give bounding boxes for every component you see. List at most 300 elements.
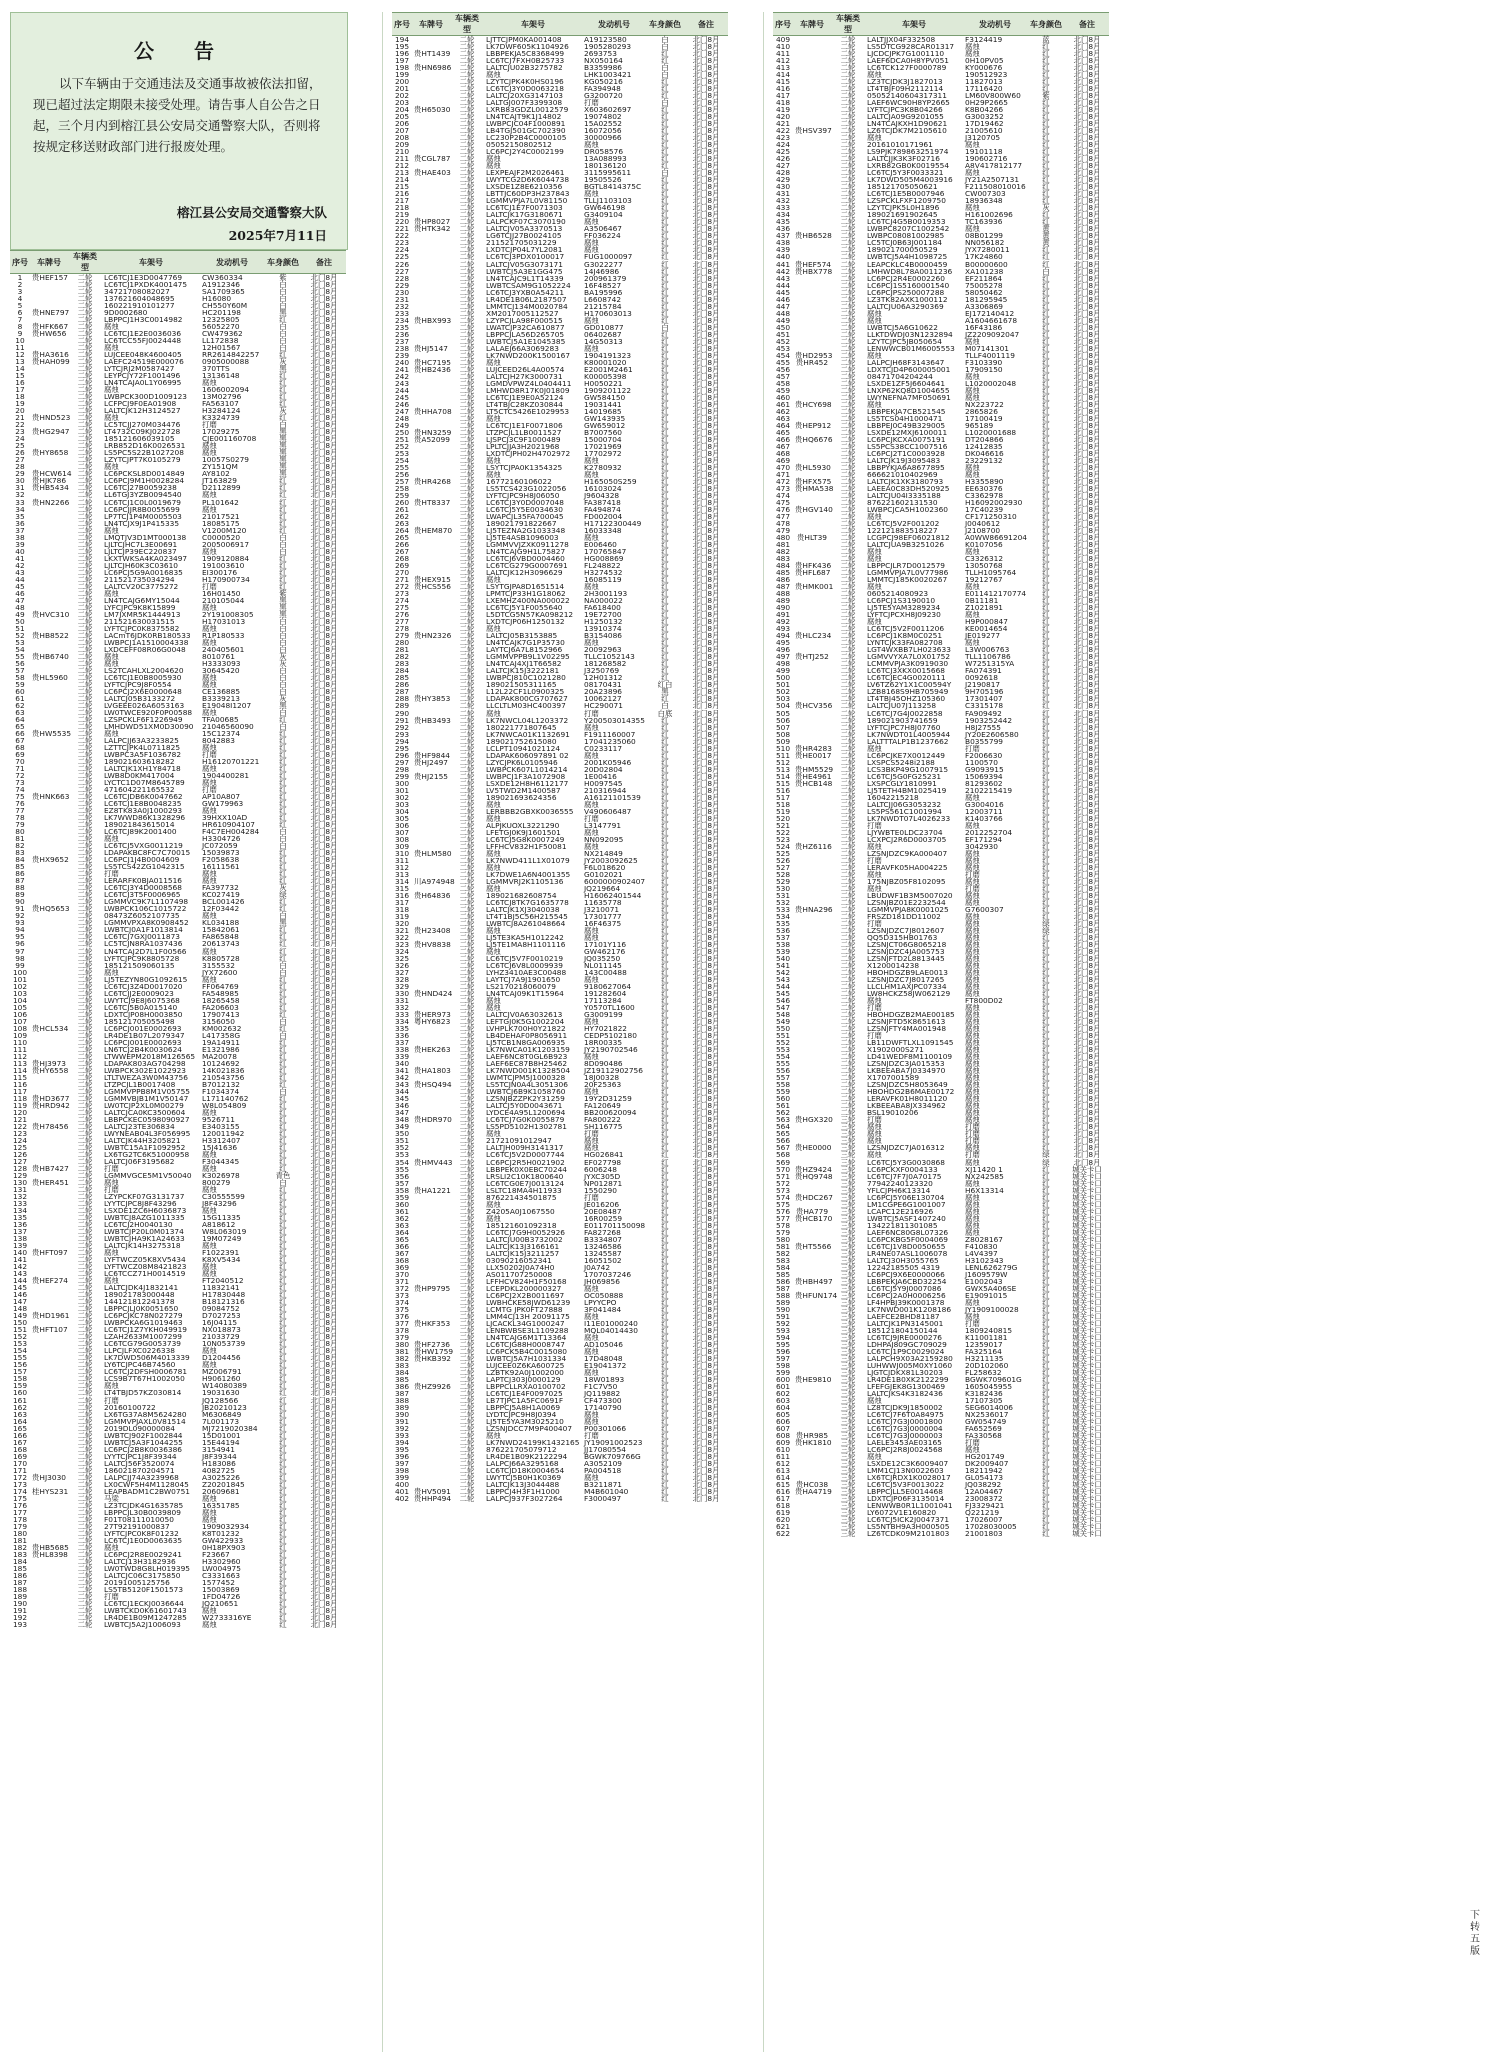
vin-cell: LALTCJ13H3182936 [104,1556,176,1566]
vehicle-type-cell: 二轮 [77,1283,93,1293]
vin-cell: LTLTWEZA3W0M43756 [104,1072,188,1082]
color-cell: 红 [1042,1424,1050,1434]
vehicle-type-cell: 二轮 [77,448,93,458]
color-cell: 红 [661,420,669,430]
plate-cell [30,765,68,772]
vin-cell: 腐烛 [867,582,882,592]
seq-cell: 622 [775,1529,791,1539]
vin-cell: LC6TCJ1E0B8005930 [104,672,182,682]
vehicle-type-cell: 二轮 [840,448,856,458]
color-cell: 红 [661,455,669,465]
color-cell: 红 [661,1017,669,1027]
plate-cell: 贵HCV356 [795,701,833,711]
remark-cell: 北门8月 [692,427,720,437]
engine-no-cell: 19505526 [584,175,622,185]
plate-cell [793,520,831,527]
vin-cell: LWBPCK300D1009123 [104,392,187,402]
vin-cell: LBPPCLLRXA0100702 [486,1382,566,1391]
plate-cell [793,1299,831,1306]
vehicle-type-cell: 二轮 [77,1332,93,1342]
seq-cell: 57 [15,665,25,675]
table-row [392,1264,728,1271]
seq-cell: 388 [394,1396,410,1406]
color-cell: 红 [661,1045,669,1055]
color-cell: 红 [279,1248,287,1258]
color-cell: 红 [1042,982,1050,992]
engine-no-cell: 腐烛 [202,441,217,451]
remark-cell: 北门8月 [1073,196,1101,206]
engine-no-cell: 181268582 [584,659,627,669]
vin-cell: LC5TCJN8RA1037436 [104,939,183,949]
column-header: 发动机号 [200,251,264,274]
remark-cell: 北门8月 [692,918,720,928]
remark-cell: 北门8月 [1073,140,1101,150]
engine-no-cell: 17C40239 [965,505,1004,515]
color-cell: 红 [279,939,287,949]
color-cell: 红 [661,1178,669,1188]
vehicle-type-cell: 三轮 [840,1374,856,1384]
engine-no-cell: 打磨 [584,1129,599,1139]
plate-cell: 贵H78456 [32,1121,69,1131]
remark-cell: 北门8月 [310,1149,338,1159]
table-row [392,969,728,976]
color-cell: 红 [661,1115,669,1125]
table-row [10,1572,346,1579]
engine-no-cell: 15039873 [202,848,240,858]
remark-cell: 北门8月 [692,785,720,795]
vin-cell: LW8HCKZ58JW062129 [867,989,951,999]
color-cell: 白底 [657,708,673,718]
vin-cell: LK7NWD24199K1432165 [486,1438,580,1448]
vin-cell: LS2TCAHLXL2004620 [104,665,184,675]
plate-cell [793,611,831,618]
vin-cell: LXDTCJP06H1250132 [486,617,565,627]
seq-cell: 552 [775,1038,791,1048]
engine-no-cell: 13246586 [584,1241,622,1251]
seq-cell: 47 [15,595,25,605]
plate-cell [793,78,831,85]
remark-cell: 北门8月 [1073,112,1101,122]
engine-no-cell: B3359986 [584,63,622,73]
vin-cell: ALPJKUOXL3221290 [486,820,560,830]
remark-cell: 北门8月 [310,1458,338,1468]
engine-no-cell: FUG1000097 [584,252,633,262]
vin-cell: LWBPCJCA5H1002360 [867,505,949,515]
remark-cell: 北门8月 [1073,722,1101,732]
remark-cell: 北门8月 [310,736,338,746]
remark-cell: 北门8月 [1073,1101,1101,1111]
remark-cell: 城关卡口 [1072,1424,1102,1434]
remark-cell: 北门8月 [310,1220,338,1230]
plate-cell [30,1291,68,1298]
color-cell: 红 [661,1431,669,1441]
vehicle-type-cell: 二轮 [459,890,475,900]
engine-no-cell: 腐烛 [965,1045,980,1055]
engine-no-cell: 0905000088 [202,357,250,367]
vin-cell: LZSNJDZC9KA000407 [867,848,948,858]
vehicle-type-cell: 二轮 [459,1059,475,1069]
remark-cell: 北门8月 [692,687,720,697]
engine-no-cell: 腐烛 [965,1178,980,1188]
remark-cell: 北门8月 [310,1318,338,1328]
plate-cell [412,176,450,183]
seq-cell: 228 [394,273,410,283]
color-cell: 红 [1042,462,1050,472]
remark-cell: 北门8月 [692,329,720,339]
vin-cell: LC6TCJ7GXJ0011873 [104,932,180,942]
color-cell: 红 [661,1311,669,1321]
vin-cell: LT4TBJC28KZ030844 [486,399,563,409]
vehicle-type-cell: 二轮 [77,764,93,774]
remark-cell: 北门8月 [310,1591,338,1601]
color-cell: 红 [279,1500,287,1510]
color-cell: 红 [1042,1066,1050,1076]
vehicle-type-cell: 二轮 [459,855,475,865]
plate-cell [412,1397,450,1404]
engine-no-cell: 13M02796 [202,392,242,402]
seq-cell: 410 [775,42,791,52]
vin-cell: 189021682608754 [486,890,557,900]
engine-no-cell: B00000600 [965,259,1008,269]
color-cell: 红 [279,1486,287,1496]
vehicle-type-cell: 三轮 [840,1248,856,1258]
seq-cell: 309 [394,841,410,851]
vin-cell: 腐烛 [486,161,501,171]
remark-cell: 北门8月 [1073,883,1101,893]
color-cell: 红 [1042,792,1050,802]
seq-cell: 92 [15,911,25,921]
remark-cell: 北门8月 [692,1276,720,1286]
plate-cell [412,724,450,731]
engine-no-cell: JE016206 [584,1199,620,1209]
remark-cell: 北门8月 [310,343,338,353]
engine-no-cell: 2005006917 [202,539,250,549]
color-cell: 红 [279,792,287,802]
plate-cell [30,1516,68,1523]
engine-no-cell: J8F39344 [202,1451,237,1461]
color-cell: 红 [661,1192,669,1202]
plate-cell [30,1375,68,1382]
vin-cell: LZSNJFTY4MA001948 [867,1024,947,1034]
vehicle-type-cell: 三轮 [840,1325,856,1335]
engine-no-cell: H170900734 [202,574,250,584]
table-row [10,765,346,772]
color-cell: 红 [1042,757,1050,767]
vin-cell: LALTCJU07J113258 [867,701,937,711]
seq-cell: 142 [12,1262,28,1272]
vin-cell: LC6TCJ7F6T0A84975 [867,1410,944,1420]
plate-cell [793,1095,831,1102]
remark-cell: 北门8月 [692,771,720,781]
color-cell: 红 [1042,526,1050,536]
plate-cell [793,822,831,829]
remark-cell: 北门8月 [310,686,338,696]
engine-no-cell: 腐烛 [584,841,599,851]
seq-cell: 411 [775,49,791,59]
seq-cell: 168 [12,1444,28,1454]
vehicle-type-cell: 二轮 [77,1142,93,1152]
color-cell: 红 [279,1009,287,1019]
engine-no-cell: 腐烛 [202,946,217,956]
vin-cell: LN4TCJX9J1P415335 [104,518,180,528]
color-cell: 红 [661,1255,669,1265]
plate-cell [30,1530,68,1537]
color-cell: 白 [279,665,287,675]
table-row [773,990,1109,997]
table-column-right [773,12,1109,1537]
vehicle-type-cell: 二轮 [840,266,856,276]
column-header: 车身颜色 [1027,13,1065,36]
vehicle-type-cell: 二轮 [459,989,475,999]
engine-no-cell: 腐烛 [965,462,980,472]
seq-cell: 438 [775,238,791,248]
seq-cell: 192 [12,1612,28,1622]
color-cell: 红 [661,224,669,234]
vehicle-type-cell: 二轮 [840,1024,856,1034]
plate-cell [412,415,450,422]
vehicle-type-cell: 二轮 [459,1024,475,1034]
vin-cell: LK7NWD200K1500167 [486,350,571,360]
color-cell: 红 [1042,750,1050,760]
color-cell: 红 [1042,883,1050,893]
vin-cell: LZAH2633M1007299 [104,1332,182,1342]
vehicle-type-cell: 二轮 [77,1584,93,1594]
plate-cell [412,71,450,78]
vehicle-type-cell: 三轮 [840,1311,856,1321]
engine-no-cell: 1100570 [965,757,998,767]
vehicle-type-cell: 二轮 [840,897,856,907]
vin-cell: LWBTCSAM9G1052224 [486,280,571,290]
vin-cell: LZSNJDZC3JA015353 [867,1059,945,1069]
remark-cell: 北门8月 [310,869,338,879]
vin-cell: 160221910101277 [104,301,175,311]
vin-cell: LFETGJ0K9J1601501 [486,827,561,837]
vin-cell: LGMMVC9K7L1107498 [104,897,189,907]
column-header: 车架号 [484,13,582,36]
seq-cell: 327 [394,968,410,978]
table-row [10,779,346,786]
vin-cell: LSYTGJPA8D1651514 [486,582,565,592]
engine-no-cell: 0092618 [965,673,998,683]
table-row [392,1257,728,1264]
plate-cell [30,1389,68,1396]
plate-cell [412,604,450,611]
seq-cell: 289 [394,701,410,711]
color-cell: 红 [661,1066,669,1076]
color-cell: 黑 [279,441,287,451]
remark-cell: 北门8月 [310,1437,338,1447]
engine-no-cell: EJ172140412 [965,308,1015,318]
plate-cell: 贵HGX320 [795,1115,833,1125]
vehicle-type-cell: 二轮 [459,280,475,290]
remark-cell: 北门8月 [692,715,720,725]
seq-cell: 391 [394,1417,410,1427]
vehicle-type-cell: 三轮 [840,1136,856,1146]
remark-cell: 北门8月 [310,722,338,731]
plate-cell [30,737,68,744]
engine-no-cell: B7012132 [202,1079,240,1089]
vin-cell: LWBTCJ5A7H1031334 [486,1353,567,1363]
table-row [392,815,728,822]
vehicle-type-cell: 二轮 [459,1353,475,1363]
vehicle-type-cell: 二轮 [840,105,856,115]
plate-cell: 贵HFL687 [795,568,831,578]
remark-cell: 北门8月 [310,476,338,486]
seq-cell: 128 [12,1163,28,1173]
engine-no-cell: 39HXX10AD [202,813,248,823]
color-cell: 红 [279,1093,287,1103]
color-cell: 红 [661,715,669,725]
seq-cell: 450 [775,322,791,332]
vin-cell: LALTCJU06A3290369 [867,301,944,311]
engine-no-cell: H3312407 [202,1135,241,1145]
engine-no-cell: 21005610 [965,126,1003,136]
color-cell: 红 [279,399,287,409]
color-cell: 红 [661,364,669,374]
vin-cell: YFLCJPH6K13314 [867,1185,931,1195]
engine-no-cell: 腐烛 [965,848,980,858]
plate-cell: 贵HHA708 [414,406,452,416]
remark-cell: 北门8月 [692,336,720,346]
plate-cell: 贵HNA296 [795,904,833,914]
vin-cell: LALPCJJ74A3239968 [104,1472,179,1482]
vehicle-type-cell: 二轮 [77,995,93,1005]
vin-cell: 189021843615014 [104,820,175,830]
color-cell: 红 [279,1149,287,1159]
seq-cell: 72 [15,771,25,781]
color-cell: 红 [1042,1220,1050,1230]
seq-cell: 257 [394,476,410,486]
vin-cell: LC5TCJJ270M034476 [104,420,181,430]
vin-cell: LC6TCJDB6K0047662 [104,792,183,802]
engine-no-cell: NX2536017 [965,1410,1009,1420]
vehicle-type-cell: 二轮 [459,1396,475,1406]
remark-cell: 北门8月 [1073,610,1101,620]
seq-cell: 608 [775,1431,791,1441]
seq-cell: 202 [394,91,410,101]
remark-cell: 北门8月 [1073,855,1101,865]
remark-cell: 北门8月 [1073,1010,1101,1020]
vin-cell: 12242185505 4319 [867,1262,940,1272]
table-row [10,1375,346,1382]
plate-cell [30,1298,68,1305]
color-cell: 红 [279,946,287,956]
vin-cell: 腐烛 [486,1213,501,1223]
engine-no-cell: 19A14911 [202,1037,240,1047]
color-cell: 红 [1042,1501,1050,1511]
engine-no-cell: CJE001160708 [202,434,257,444]
color-cell: 红 [661,147,669,157]
remark-cell: 城关卡口 [1072,1234,1102,1244]
color-cell: 红 [661,343,669,353]
plate-cell: 贵HBH497 [795,1276,833,1286]
plate-cell: 贵HV5091 [414,1487,451,1497]
vin-cell: 腐烛 [867,133,882,143]
remark-cell: 北门8月 [310,679,338,689]
vehicle-type-cell: 二轮 [840,680,856,690]
seq-cell: 337 [394,1038,410,1048]
engine-no-cell: 21033729 [202,1332,240,1342]
engine-no-cell: 腐烛 [965,940,980,950]
engine-no-cell: 3042930 [965,841,998,851]
vehicle-type-cell: 三轮 [840,1143,856,1153]
column-header: 车辆类型 [831,13,865,36]
vin-cell: 03090216052341 [486,1255,552,1265]
color-cell: 红 [661,462,669,472]
engine-no-cell: 腐烛 [584,189,599,199]
plate-cell: 贵HA1221 [414,1185,451,1195]
color-cell: 红 [1042,350,1050,360]
remark-cell: 北门8月 [310,420,338,430]
vehicle-type-cell: 二轮 [77,1171,93,1180]
vehicle-type-cell: 三轮 [840,1360,856,1370]
vin-cell: 腐烛 [104,1542,119,1552]
seq-cell: 1 [17,273,23,282]
remark-cell: 北门8月 [692,1213,720,1223]
engine-no-cell: 腐烛 [965,855,980,865]
engine-no-cell: 腐烛 [202,1149,217,1159]
page-continuation-label: 下转五版 [1470,1910,1480,1957]
seq-cell: 300 [394,778,410,788]
plate-cell [793,590,831,597]
engine-no-cell: 06402687 [584,329,622,339]
vin-cell: LC6TCJ7G3J0000003 [867,1431,943,1441]
vehicle-type-cell: 二轮 [840,315,856,325]
seq-cell: 585 [775,1269,791,1279]
table-row [392,1187,728,1194]
remark-cell: 北门8月 [310,813,338,823]
vin-cell: LZSPCKLFXF1209750 [867,196,946,206]
remark-cell: 北门8月 [1073,399,1101,409]
table-row [10,576,346,583]
color-cell: 红 [1042,1185,1050,1195]
vin-cell: LBPPCJLJ0K0051650 [104,1304,179,1314]
color-cell: 红 [1042,975,1050,985]
vin-cell: LK7NWCL04L1203372 [486,715,569,725]
vehicle-type-cell: 二轮 [77,385,93,395]
plate-cell [793,1306,831,1313]
vin-cell: LALPCKF07C3070190 [486,217,566,227]
remark-cell: 北门8月 [310,1374,338,1384]
table-row [10,456,346,463]
table-row [10,583,346,590]
color-cell: 红 [279,378,287,388]
vehicle-type-cell: 二轮 [840,911,856,921]
vehicle-type-cell: 二轮 [77,974,93,984]
remark-cell: 北门8月 [692,1431,720,1441]
vin-cell: LAEEA0C83DH520925 [867,484,950,493]
engine-no-cell: A1912346 [202,280,240,290]
color-cell: 红 [661,1360,669,1370]
vehicle-type-cell: 二轮 [459,484,475,493]
vin-cell: LC6TCJ7F7J0A70175 [867,1171,942,1181]
seq-cell: 22 [15,420,25,430]
vehicle-type-cell: 二轮 [840,519,856,529]
seq-cell: 429 [775,175,791,185]
vin-cell: LJLTCJHC7L3E00691 [104,539,178,549]
color-cell: 红 [661,582,669,592]
vehicle-type-cell: 二轮 [459,1297,475,1307]
plate-cell [793,1460,831,1467]
vin-cell: LC6PCJJR8B0055699 [104,504,180,514]
color-cell: 红 [1042,575,1050,585]
vin-cell: LC6PCJ2B8K0036386 [104,1444,183,1454]
color-cell: 白 [661,70,669,80]
vehicle-type-cell: 二轮 [840,975,856,985]
seq-cell: 200 [394,77,410,87]
seq-cell: 517 [775,792,791,802]
vin-cell: LJGTCJDKX81L30203 [867,1367,943,1377]
